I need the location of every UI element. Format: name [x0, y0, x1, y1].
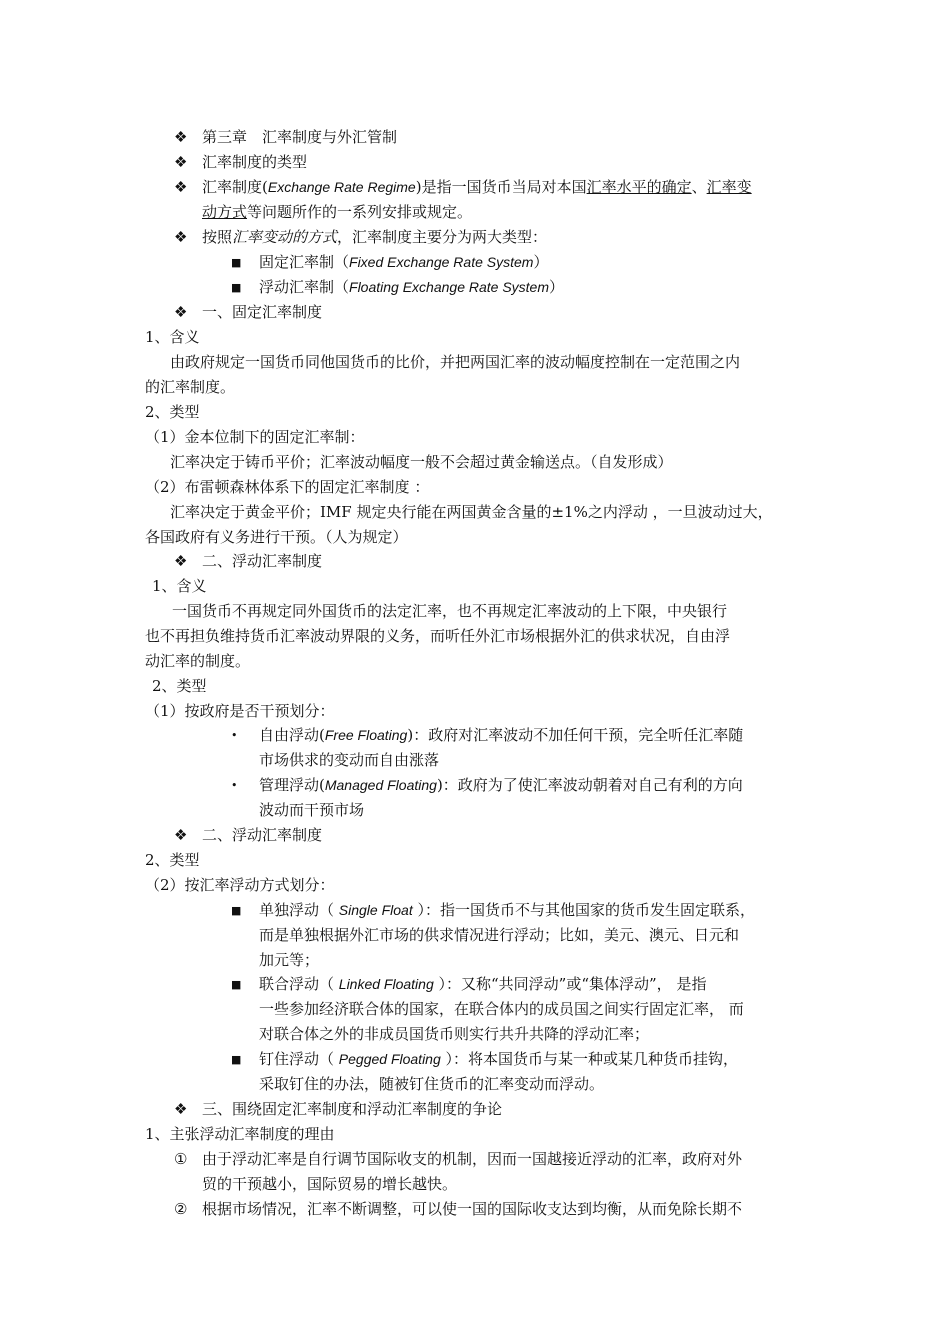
diamond-bullet-icon: ❖ [174, 178, 188, 196]
diamond-bullet-icon: ❖ [174, 228, 188, 246]
paragraph-line: 对联合体之外的非成员国货币则实行共升共降的浮动汇率； [259, 1025, 650, 1043]
paragraph-line: 由政府规定一国货币同他国货币的比价，并把两国汇率的波动幅度控制在一定范围之内 [170, 353, 741, 371]
paragraph-line: 而是单独根据外汇市场的供求情况进行浮动；比如，美元、澳元、日元和 [259, 926, 740, 944]
reason-item-1: ① 由于浮动汇率是自行调节国际收支的机制，因而一国越接近浮动的汇率，政府对外 [174, 1150, 743, 1168]
square-bullet-icon: ■ [231, 281, 242, 294]
square-bullet-icon: ■ [231, 904, 242, 917]
subheading-meaning: 1、含义 [152, 577, 207, 595]
subheading-types: 2、类型 [152, 677, 207, 695]
diamond-bullet-icon: ❖ [174, 552, 188, 570]
paragraph-line: 的汇率制度。 [145, 378, 236, 396]
definition-line-1: ❖ 汇率制度(Exchange Rate Regime)是指一国货币当局对本国汇率水平的确定、汇率变 [174, 178, 752, 196]
diamond-bullet-icon: ❖ [174, 153, 188, 171]
diamond-bullet-icon: ❖ [174, 303, 188, 321]
fixed-rate-item: ■ 固定汇率制（Fixed Exchange Rate System） [231, 251, 548, 273]
section-floating: ❖ 二、浮动汇率制度 [174, 552, 323, 570]
square-bullet-icon: ■ [231, 978, 242, 991]
section-floating-2: ❖ 二、浮动汇率制度 [174, 826, 323, 844]
section-fixed: ❖ 一、固定汇率制度 [174, 303, 323, 321]
square-bullet-icon: ■ [231, 256, 242, 269]
subheading-meaning: 1、含义 [145, 328, 200, 346]
paragraph-line: 市场供求的变动而自由涨落 [259, 751, 440, 769]
managed-floating-item: • 管理浮动(Managed Floating)：政府为了使汇率波动朝着对自己有利的方向 [231, 774, 743, 796]
pegged-floating-item: ■ 钉住浮动（ Pegged Floating ）：将本国货币与某一种或某几种货币挂钩， [231, 1048, 738, 1070]
subheading-intervention: （1）按政府是否干预划分： [145, 702, 335, 720]
dot-bullet-icon: • [231, 779, 238, 792]
square-bullet-icon: ■ [231, 1053, 242, 1066]
paragraph-line: 波动而干预市场 [259, 801, 365, 819]
free-floating-item: • 自由浮动(Free Floating)：政府对汇率波动不加任何干预，完全听任汇率随 [231, 724, 743, 746]
floating-rate-item: ■ 浮动汇率制（Floating Exchange Rate System） [231, 276, 564, 298]
definition-line-2: 动方式等问题所作的一系列安排或规定。 [202, 203, 473, 221]
single-float-item: ■ 单独浮动（ Single Float ）：指一国货币不与其他国家的货币发生固定联系， [231, 899, 755, 921]
heading-chapter: ❖ 第三章 汇率制度与外汇管制 [174, 128, 398, 146]
subheading-reasons: 1、主张浮动汇率制度的理由 [145, 1125, 335, 1143]
heading-types: ❖ 汇率制度的类型 [174, 153, 308, 171]
diamond-bullet-icon: ❖ [174, 1100, 188, 1118]
section-debate: ❖ 三、围绕固定汇率制度和浮动汇率制度的争论 [174, 1100, 503, 1118]
circled-one-icon: ① [174, 1150, 188, 1168]
diamond-bullet-icon: ❖ [174, 128, 188, 146]
paragraph-line: 加元等； [259, 951, 320, 969]
subheading-bretton-woods: （2）布雷顿森林体系下的固定汇率制度 ： [145, 478, 430, 496]
classification-line: ❖ 按照汇率变动的方式，汇率制度主要分为两大类型： [174, 228, 548, 246]
paragraph-line: 贸的干预越小，国际贸易的增长越快。 [202, 1175, 458, 1193]
paragraph-line: 各国政府有义务进行干预。（人为规定） [145, 528, 408, 546]
paragraph-line: 动汇率的制度。 [145, 652, 251, 670]
paragraph-line: 汇率决定于铸币平价；汇率波动幅度一般不会超过黄金输送点。（自发形成） [170, 453, 673, 471]
circled-two-icon: ② [174, 1200, 188, 1218]
paragraph-line: 汇率决定于黄金平价；IMF 规定央行能在两国黄金含量的±1%之内浮动 ，一旦波动过大， [170, 503, 773, 521]
subheading-float-method: （2）按汇率浮动方式划分： [145, 876, 335, 894]
paragraph-line: 也不再担负维持货币汇率波动界限的义务，而听任外汇市场根据外汇的供求状况，自由浮 [145, 627, 731, 645]
paragraph-line: 一国货币不再规定同外国货币的法定汇率，也不再规定汇率波动的上下限，中央银行 [172, 602, 728, 620]
linked-floating-item: ■ 联合浮动（ Linked Floating ）：又称“共同浮动”或“集体浮动”， 是指 [231, 973, 706, 995]
diamond-bullet-icon: ❖ [174, 826, 188, 844]
paragraph-line: 采取钉住的办法，随被钉住货币的汇率变动而浮动。 [259, 1075, 605, 1093]
subheading-gold-standard: （1）金本位制下的固定汇率制： [145, 428, 365, 446]
reason-item-2: ② 根据市场情况，汇率不断调整，可以使一国的国际收支达到均衡，从而免除长期不 [174, 1200, 743, 1218]
subheading-types: 2、类型 [145, 851, 200, 869]
subheading-types: 2、类型 [145, 403, 200, 421]
dot-bullet-icon: • [231, 729, 238, 742]
paragraph-line: 一些参加经济联合体的国家，在联合体内的成员国之间实行固定汇率， 而 [259, 1000, 744, 1018]
